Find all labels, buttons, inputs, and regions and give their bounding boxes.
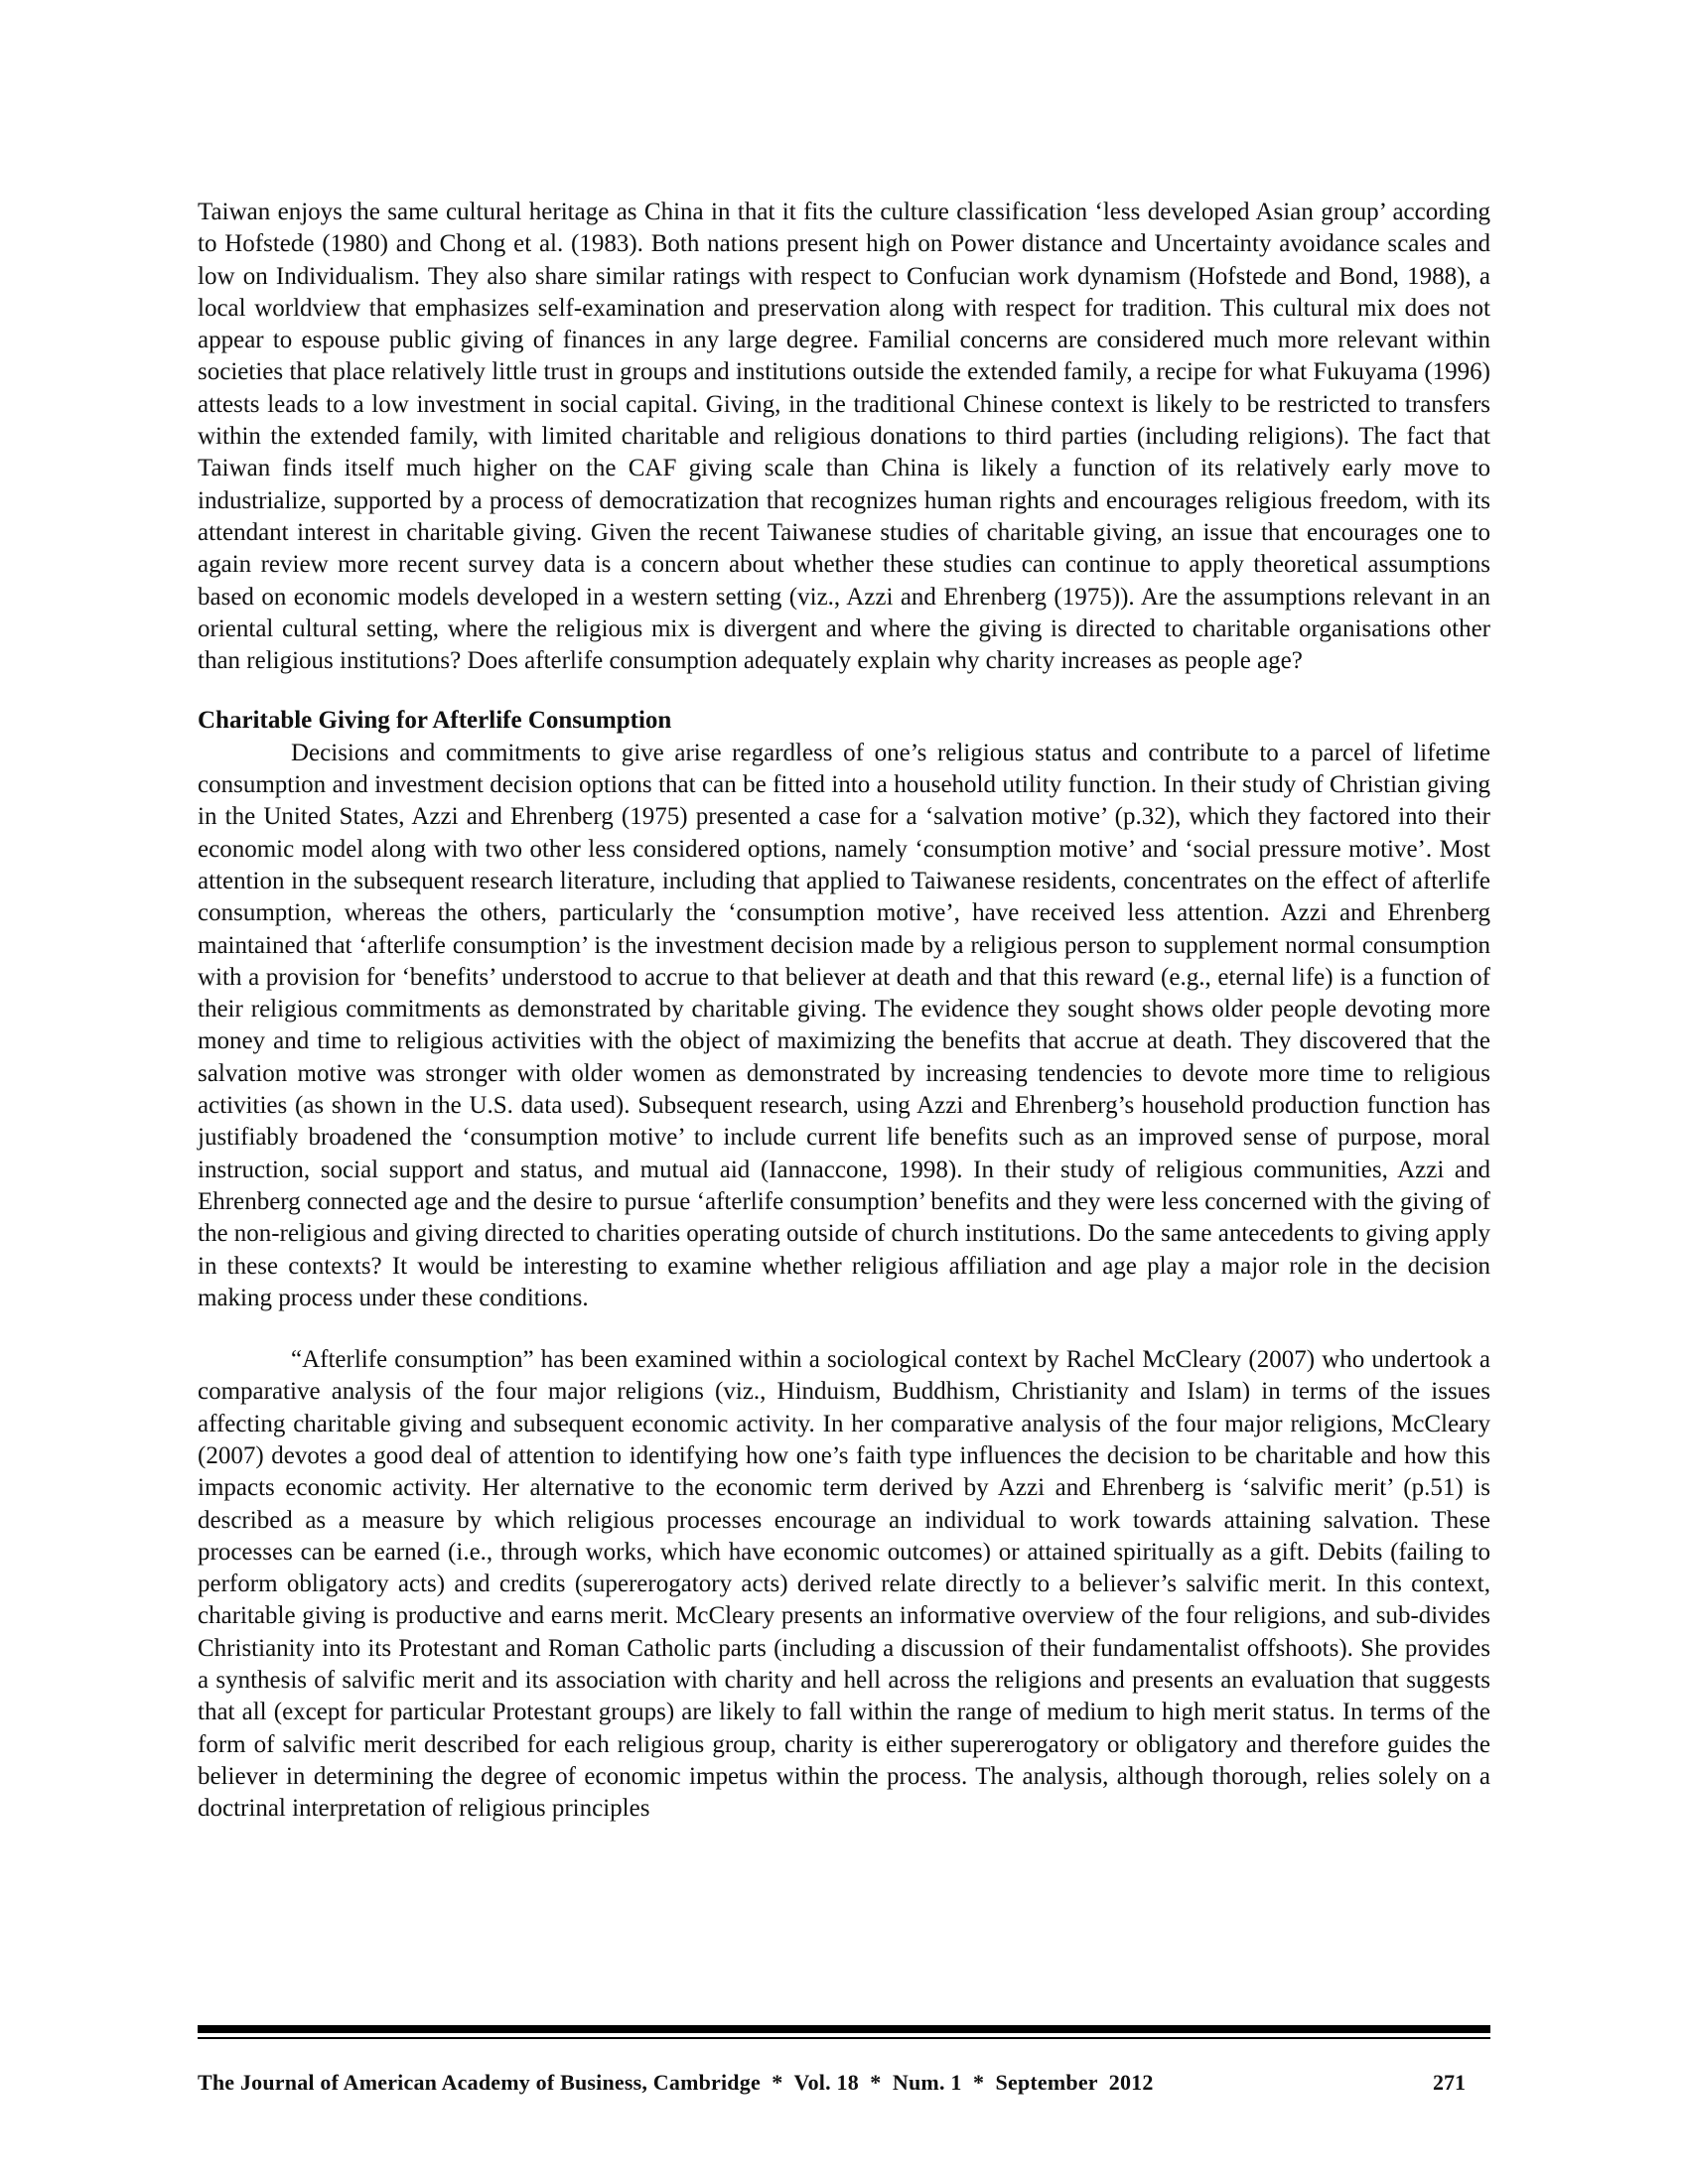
section-heading: Charitable Giving for Afterlife Consumption: [198, 707, 672, 735]
body-paragraph-3: “Afterlife consumption” has been examined within a sociological context by Rachel McCleary (2007) who undertook a comparative analysis of the four major religions (viz., Hinduism, Buddhism, Christianity and Islam) in terms of the issues affecting charitable giving and subsequent economic activity. In her comparative analysis of the four major religions, McCleary (2007) devotes a good deal of attention to identifying how one’s faith type influences the decision to be charitable and how this impacts economic activity. Her alternative to the economic term derived by Azzi and Ehrenberg is ‘salvific merit’ (p.51) is described as a measure by which religious processes encourage an individual to work towards attaining salvation. These processes can be earned (i.e., through works, which have economic outcomes) or attained spiritually as a gift. Debits (failing to perform obligatory acts) and credits (supererogatory acts) derived relate directly to a believer’s salvific merit. In this context, charitable giving is productive and earns merit. McCleary presents an informative overview of the four religions, and sub-divides Christianity into its Protestant and Roman Catholic parts (including a discussion of their fundamentalist offshoots). She provides a synthesis of salvific merit and its association with charity and hell across the religions and presents an evaluation that suggests that all (except for particular Protestant groups) are likely to fall within the range of medium to high merit status. In terms of the form of salvific merit described for each religious group, charity is either supererogatory or obligatory and therefore guides the believer in determining the degree of economic impetus within the process. The analysis, although thorough, relies solely on a doctrinal interpretation of religious principles: [198, 1346, 1490, 1823]
footer-journal-citation: The Journal of American Academy of Business, Cambridge * Vol. 18 * Num. 1 * September 2012: [198, 2070, 1154, 2095]
body-paragraph-1: Taiwan enjoys the same cultural heritage as China in that it fits the culture classification ‘less developed Asian group’ according to Hofstede (1980) and Chong et al. (1983). Both nations present high on Power distance and Uncertainty avoidance scales and low on Individualism. They also share similar ratings with respect to Confucian work dynamism (Hofstede and Bond, 1988), a local worldview that emphasizes self-examination and preservation along with respect for tradition. This cultural mix does not appear to espouse public giving of finances in any large degree. Familial concerns are considered much more relevant within societies that place relatively little trust in groups and institutions outside the extended family, a recipe for what Fukuyama (1996) attests leads to a low investment in social capital. Giving, in the traditional Chinese context is likely to be restricted to transfers within the extended family, with limited charitable and religious donations to third parties (including religions). The fact that Taiwan finds itself much higher on the CAF giving scale than China is likely a function of its relatively early move to industrialize, supported by a process of democratization that recognizes human rights and encourages religious freedom, with its attendant interest in charitable giving. Given the recent Taiwanese studies of charitable giving, an issue that encourages one to again review more recent survey data is a concern about whether these studies can continue to apply theoretical assumptions based on economic models developed in a western setting (viz., Azzi and Ehrenberg (1975)). Are the assumptions relevant in an oriental cultural setting, where the religious mix is divergent and where the giving is directed to charitable organisations other than religious institutions? Does afterlife consumption adequately explain why charity increases as people age?: [198, 199, 1490, 675]
footer-rule-thin: [198, 2037, 1490, 2039]
page-number: 271: [1433, 2070, 1466, 2095]
footer-rule-thick: [198, 2025, 1490, 2033]
body-paragraph-2: Decisions and commitments to give arise regardless of one’s religious status and contribute to a parcel of lifetime consumption and investment decision options that can be fitted into a household utility function. In their study of Christian giving in the United States, Azzi and Ehrenberg (1975) presented a case for a ‘salvation motive’ (p.32), which they factored into their economic model along with two other less considered options, namely ‘consumption motive’ and ‘social pressure motive’. Most attention in the subsequent research literature, including that applied to Taiwanese residents, concentrates on the effect of afterlife consumption, whereas the others, particularly the ‘consumption motive’, have received less attention. Azzi and Ehrenberg maintained that ‘afterlife consumption’ is the investment decision made by a religious person to supplement normal consumption with a provision for ‘benefits’ understood to accrue to that believer at death and that this reward (e.g., eternal life) is a function of their religious commitments as demonstrated by charitable giving. The evidence they sought shows older people devoting more money and time to religious activities with the object of maximizing the benefits that accrue at death. They discovered that the salvation motive was stronger with older women as demonstrated by increasing tendencies to devote more time to religious activities (as shown in the U.S. data used). Subsequent research, using Azzi and Ehrenberg’s household production function has justifiably broadened the ‘consumption motive’ to include current life benefits such as an improved sense of purpose, moral instruction, social support and status, and mutual aid (Iannaccone, 1998). In their study of religious communities, Azzi and Ehrenberg connected age and the desire to pursue ‘afterlife consumption’ benefits and they were less concerned with the giving of the non-religious and giving directed to charities operating outside of church institutions. Do the same antecedents to giving apply in these contexts? It would be interesting to examine whether religious affiliation and age play a major role in the decision making process under these conditions.: [198, 739, 1490, 1311]
article-body: [198, 197, 1490, 1826]
